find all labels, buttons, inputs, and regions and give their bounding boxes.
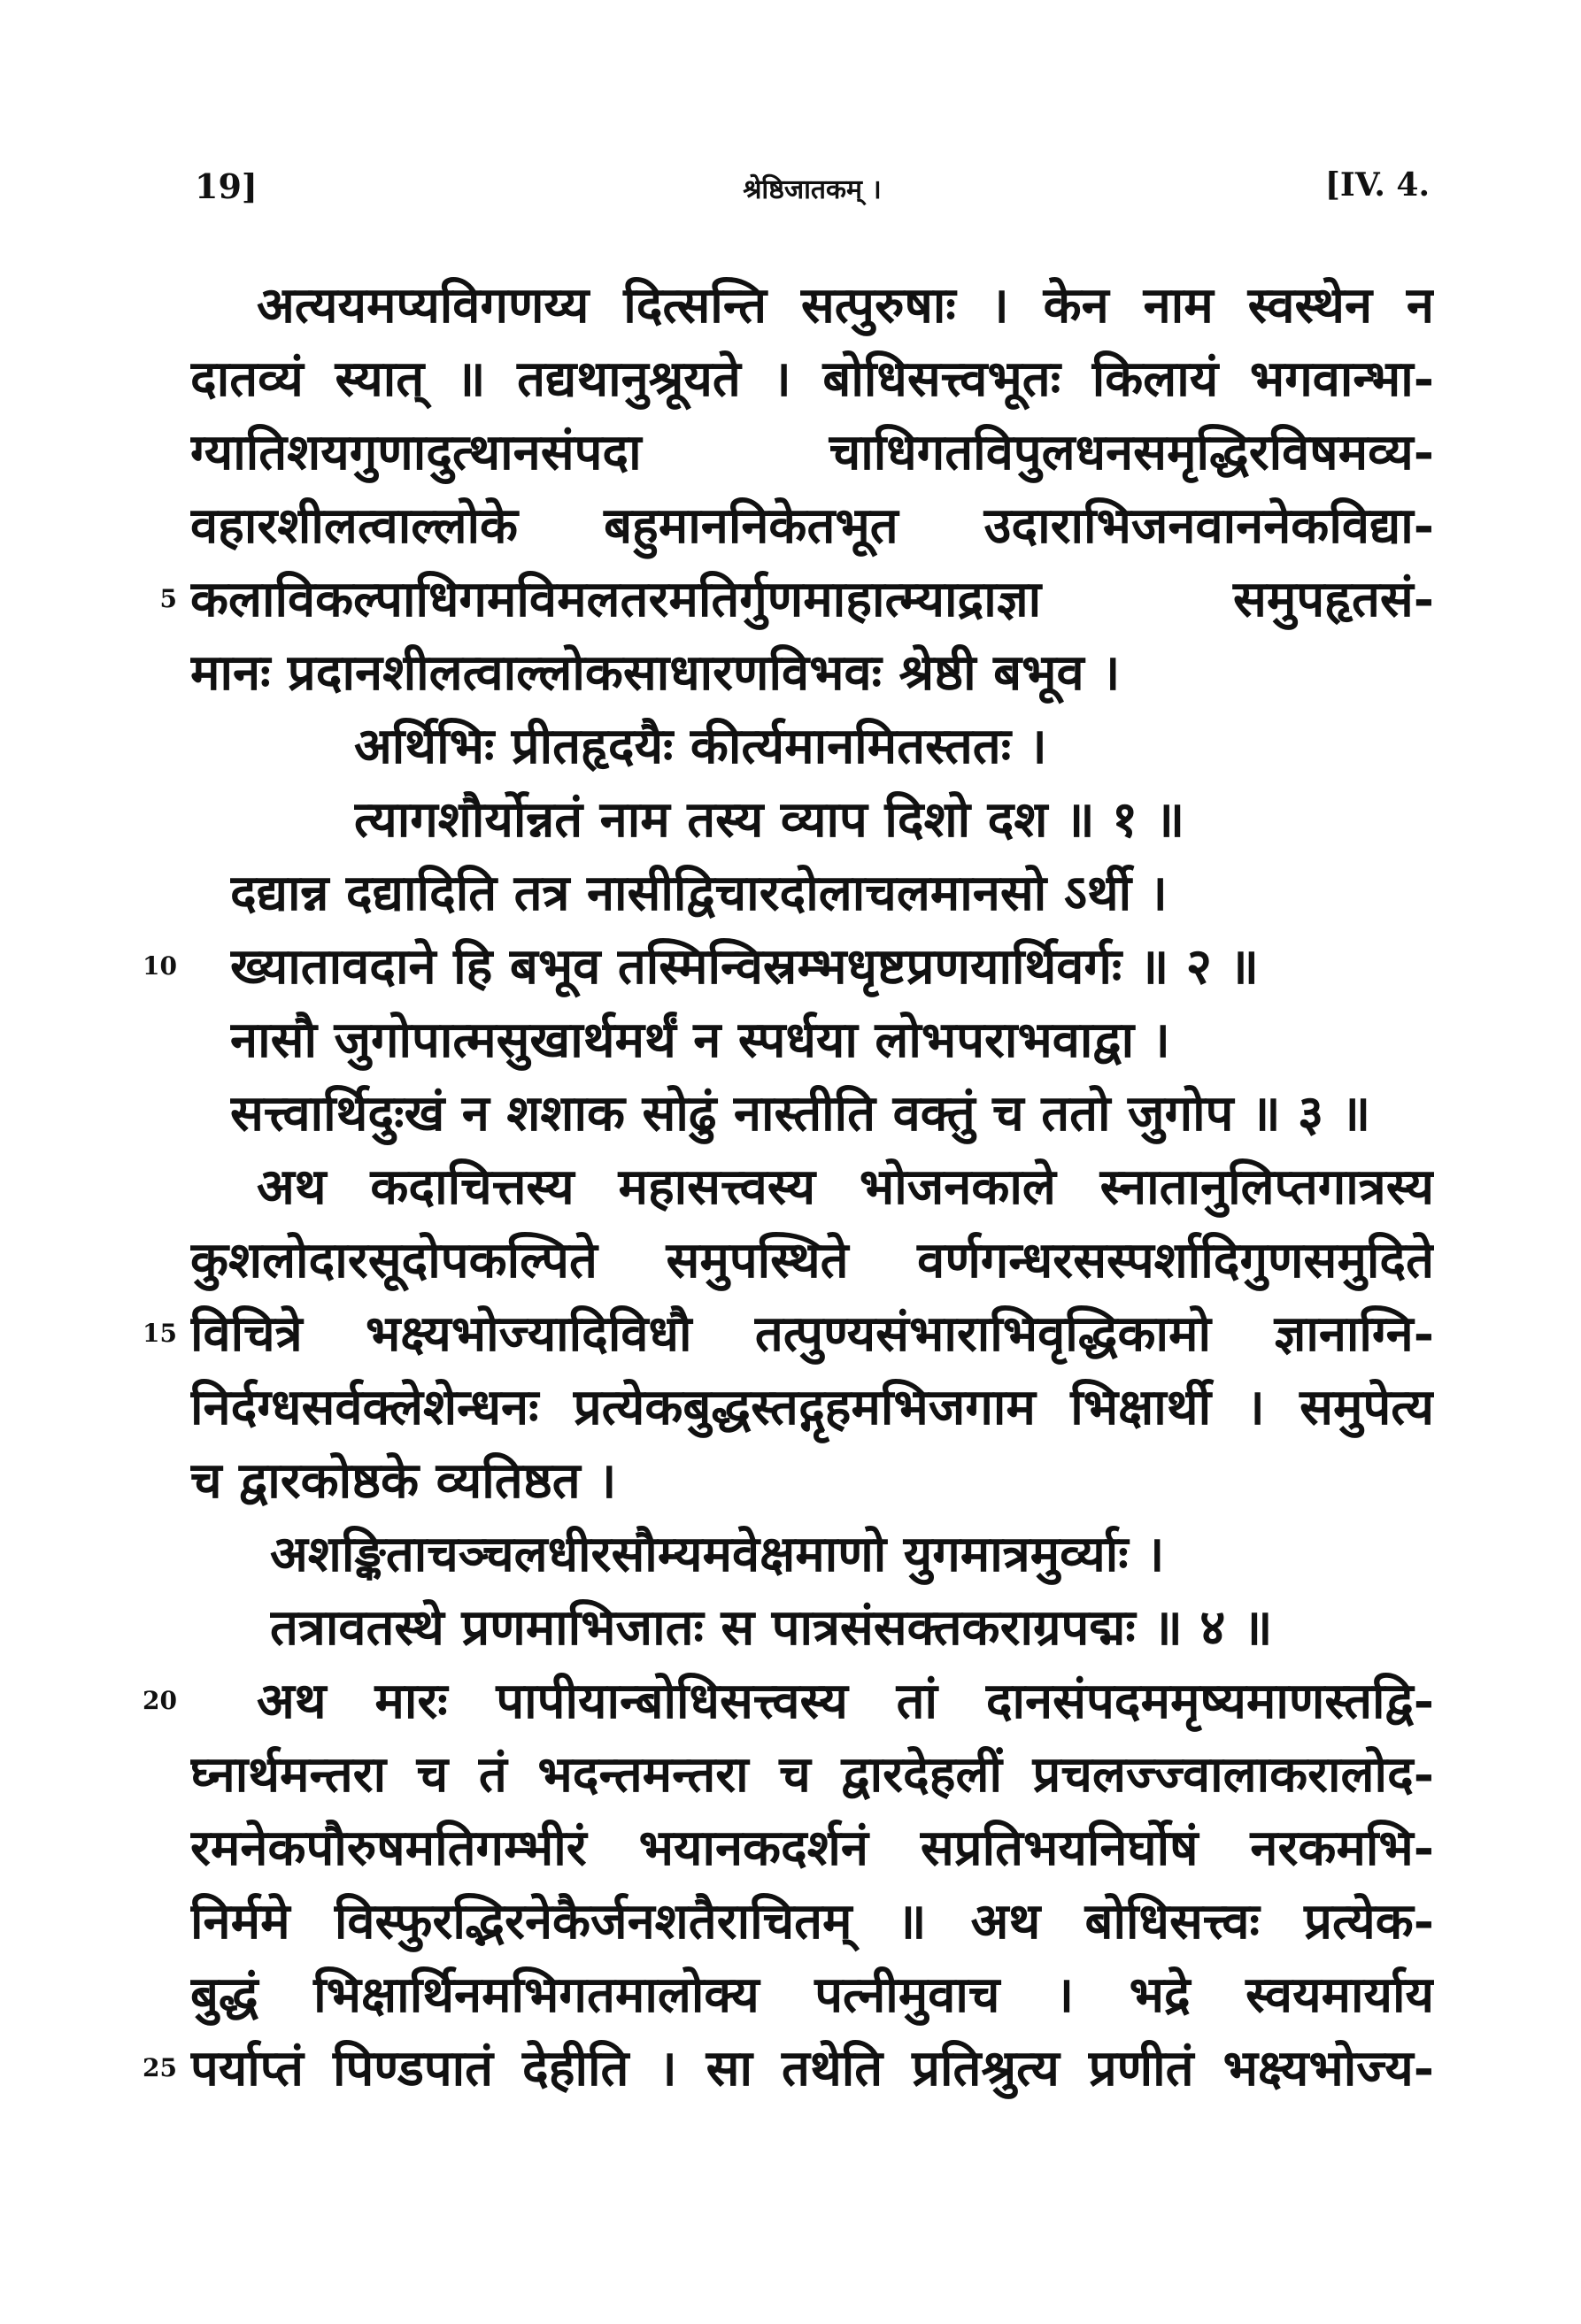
verse-line: त्यागशौर्योन्नतं नाम तस्य व्याप दिशो दश ॥ १ ॥ bbox=[354, 790, 1185, 849]
text-line: बुद्धं भिक्षार्थिनमभिगतमालोक्य पत्नीमुवाच । भद्रे स्वयमार्याय bbox=[190, 1966, 1434, 2024]
text-line: दातव्यं स्यात् ॥ तद्यथानुश्रूयते । बोधिसत्त्वभूतः किलायं भगवान्भा- bbox=[190, 350, 1434, 408]
running-title: श्रेष्ठिजातकम् । bbox=[743, 174, 882, 205]
text-line: विचित्रे भक्ष्यभोज्यादिविधौ तत्पुण्यसंभाराभिवृद्धिकामो ज्ञानाग्नि- bbox=[190, 1304, 1434, 1363]
verse-line: नासौ जुगोपात्मसुखार्थमर्थं न स्पर्धया लोभपराभवाद्वा । bbox=[230, 1011, 1170, 1069]
text-line: घ्नार्थमन्तरा च तं भदन्तमन्तरा च द्वारदेहलीं प्रचलज्ज्वालाकरालोद- bbox=[190, 1745, 1434, 1804]
line-number: 5 bbox=[159, 584, 177, 613]
text-line: मानः प्रदानशीलत्वाल्लोकसाधारणविभवः श्रेष्ठी बभूव । bbox=[190, 643, 1121, 702]
text-line: निर्ममे विस्फुरद्भिरनेकैर्जनशतैराचितम् ॥ अथ बोधिसत्त्वः प्रत्येक- bbox=[190, 1892, 1434, 1951]
text-line: अथ कदाचित्तस्य महासत्त्वस्य भोजनकाले स्नातानुलिप्तगात्रस्य bbox=[257, 1158, 1434, 1216]
text-line: कुशलोदारसूदोपकल्पिते समुपस्थिते वर्णगन्धरसस्पर्शादिगुणसमुदिते bbox=[190, 1231, 1434, 1289]
text-line: रमनेकपौरुषमतिगम्भीरं भयानकदर्शनं सप्रतिभयनिर्घोषं नरकमभि- bbox=[190, 1819, 1434, 1877]
line-number: 25 bbox=[143, 2053, 177, 2082]
verse-line: ख्यातावदाने हि बभूव तस्मिन्विस्रम्भधृष्टप्रणयार्थिवर्गः ॥ २ ॥ bbox=[230, 937, 1259, 996]
section-reference: [IV. 4. bbox=[1324, 166, 1430, 204]
verse-line: अर्थिभिः प्रीतहृदयैः कीर्त्यमानमितस्ततः । bbox=[354, 717, 1047, 775]
line-number: 10 bbox=[143, 951, 177, 981]
text-line: ग्यातिशयगुणादुत्थानसंपदा चाधिगतविपुलधनसमृद्धिरविषमव्य- bbox=[190, 423, 1434, 481]
text-line: अत्ययमप्यविगणय्य दित्सन्ति सत्पुरुषाः । केन नाम स्वस्थेन न bbox=[257, 276, 1434, 335]
text-line: अथ मारः पापीयान्बोधिसत्त्वस्य तां दानसंपदममृष्यमाणस्तद्वि- bbox=[257, 1672, 1434, 1730]
verse-line: दद्यान्न दद्यादिति तत्र नासीद्विचारदोलाचलमानसो ऽर्थी । bbox=[230, 864, 1168, 922]
text-line: निर्दग्धसर्वक्लेशेन्धनः प्रत्येकबुद्धस्तद्गृहमभिजगाम भिक्षार्थी । समुपेत्य bbox=[190, 1378, 1434, 1436]
text-line: पर्याप्तं पिण्डपातं देहीति । सा तथेति प्रतिश्रुत्य प्रणीतं भक्ष्यभोज्य- bbox=[190, 2039, 1434, 2097]
verse-line: अशङ्किताचञ्चलधीरसौम्यमवेक्षमाणो युगमात्रमुर्व्याः । bbox=[270, 1525, 1165, 1583]
verse-line: तत्रावतस्थे प्रणमाभिजातः स पात्रसंसक्तकराग्रपद्मः ॥ ४ ॥ bbox=[270, 1598, 1273, 1657]
line-number: 20 bbox=[143, 1686, 177, 1715]
line-number: 15 bbox=[143, 1319, 177, 1348]
verse-line: सत्त्वार्थिदुःखं न शशाक सोढुं नास्तीति वक्तुं च ततो जुगोप ॥ ३ ॥ bbox=[230, 1084, 1371, 1143]
running-head bbox=[195, 166, 1430, 211]
text-line: च द्वारकोष्ठके व्यतिष्ठत । bbox=[190, 1451, 617, 1510]
text-line: वहारशीलत्वाल्लोके बहुमाननिकेतभूत उदाराभिजनवाननेकविद्या- bbox=[190, 496, 1434, 555]
text-line: कलाविकल्पाधिगमविमलतरमतिर्गुणमाहात्म्याद्राज्ञा समुपहृतसं- bbox=[190, 570, 1434, 628]
page-number: 19] bbox=[195, 166, 258, 206]
